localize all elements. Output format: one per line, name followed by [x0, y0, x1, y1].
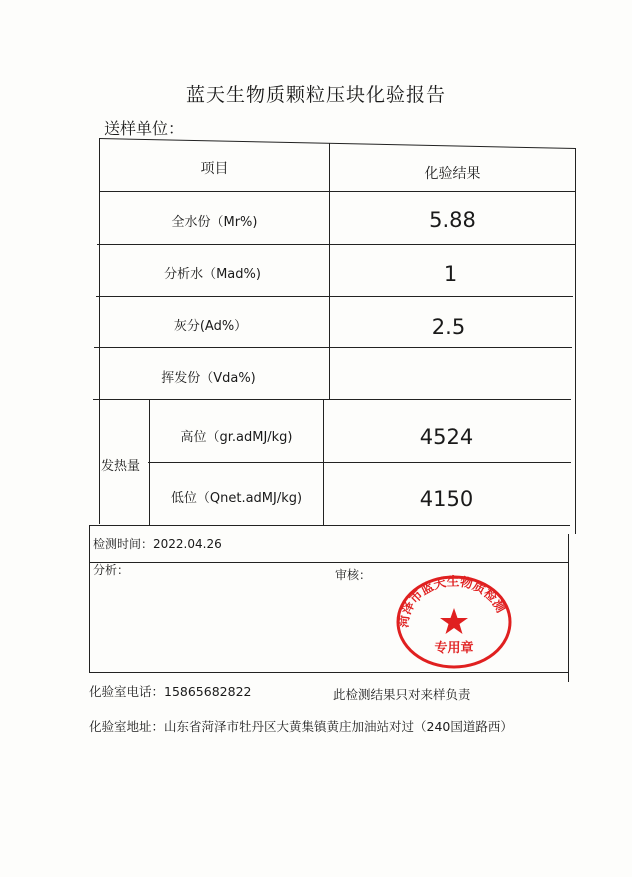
lab-phone: 化验室电话：15865682822 — [89, 684, 252, 699]
lab-address: 化验室地址：山东省菏泽市牡丹区大黄集镇黄庄加油站对过（240国道路西） — [89, 719, 513, 734]
row-ash-value: 2.5 — [431, 315, 466, 339]
report-title: 蓝天生物质颗粒压块化验报告 — [185, 84, 446, 106]
heat-low-value: 4150 — [419, 487, 474, 511]
row-analysis-water-value: 1 — [443, 262, 458, 286]
analysis-label: 分析： — [93, 563, 130, 577]
official-stamp — [393, 572, 515, 670]
disclaimer: 此检测结果只对来样负责 — [333, 687, 471, 702]
heat-low-label: 低位（Qnet.adMJ/kg) — [170, 491, 303, 506]
header-item: 项目 — [200, 161, 229, 177]
row-ash-label: 灰分(Ad%） — [173, 319, 248, 334]
review-label: 审核： — [335, 568, 372, 582]
client-label: 送样单位： — [104, 119, 185, 138]
header-result: 化验结果 — [424, 166, 481, 182]
heat-group-label: 发热量 — [100, 459, 140, 474]
stamp-ring-text: 菏泽市蓝天生物质检测 — [395, 573, 509, 629]
row-volatile-label: 挥发份（Vda%) — [161, 371, 256, 386]
heat-high-label: 高位（gr.adMJ/kg) — [180, 430, 293, 445]
test-time: 检测时间：2022.04.26 — [93, 537, 222, 551]
row-moisture-label: 全水份（Mr%) — [171, 215, 258, 230]
row-moisture-value: 5.88 — [429, 208, 476, 232]
heat-high-value: 4524 — [419, 425, 474, 449]
stamp-center-text: 专用章 — [434, 641, 474, 656]
row-analysis-water-label: 分析水（Mad%) — [164, 267, 261, 282]
